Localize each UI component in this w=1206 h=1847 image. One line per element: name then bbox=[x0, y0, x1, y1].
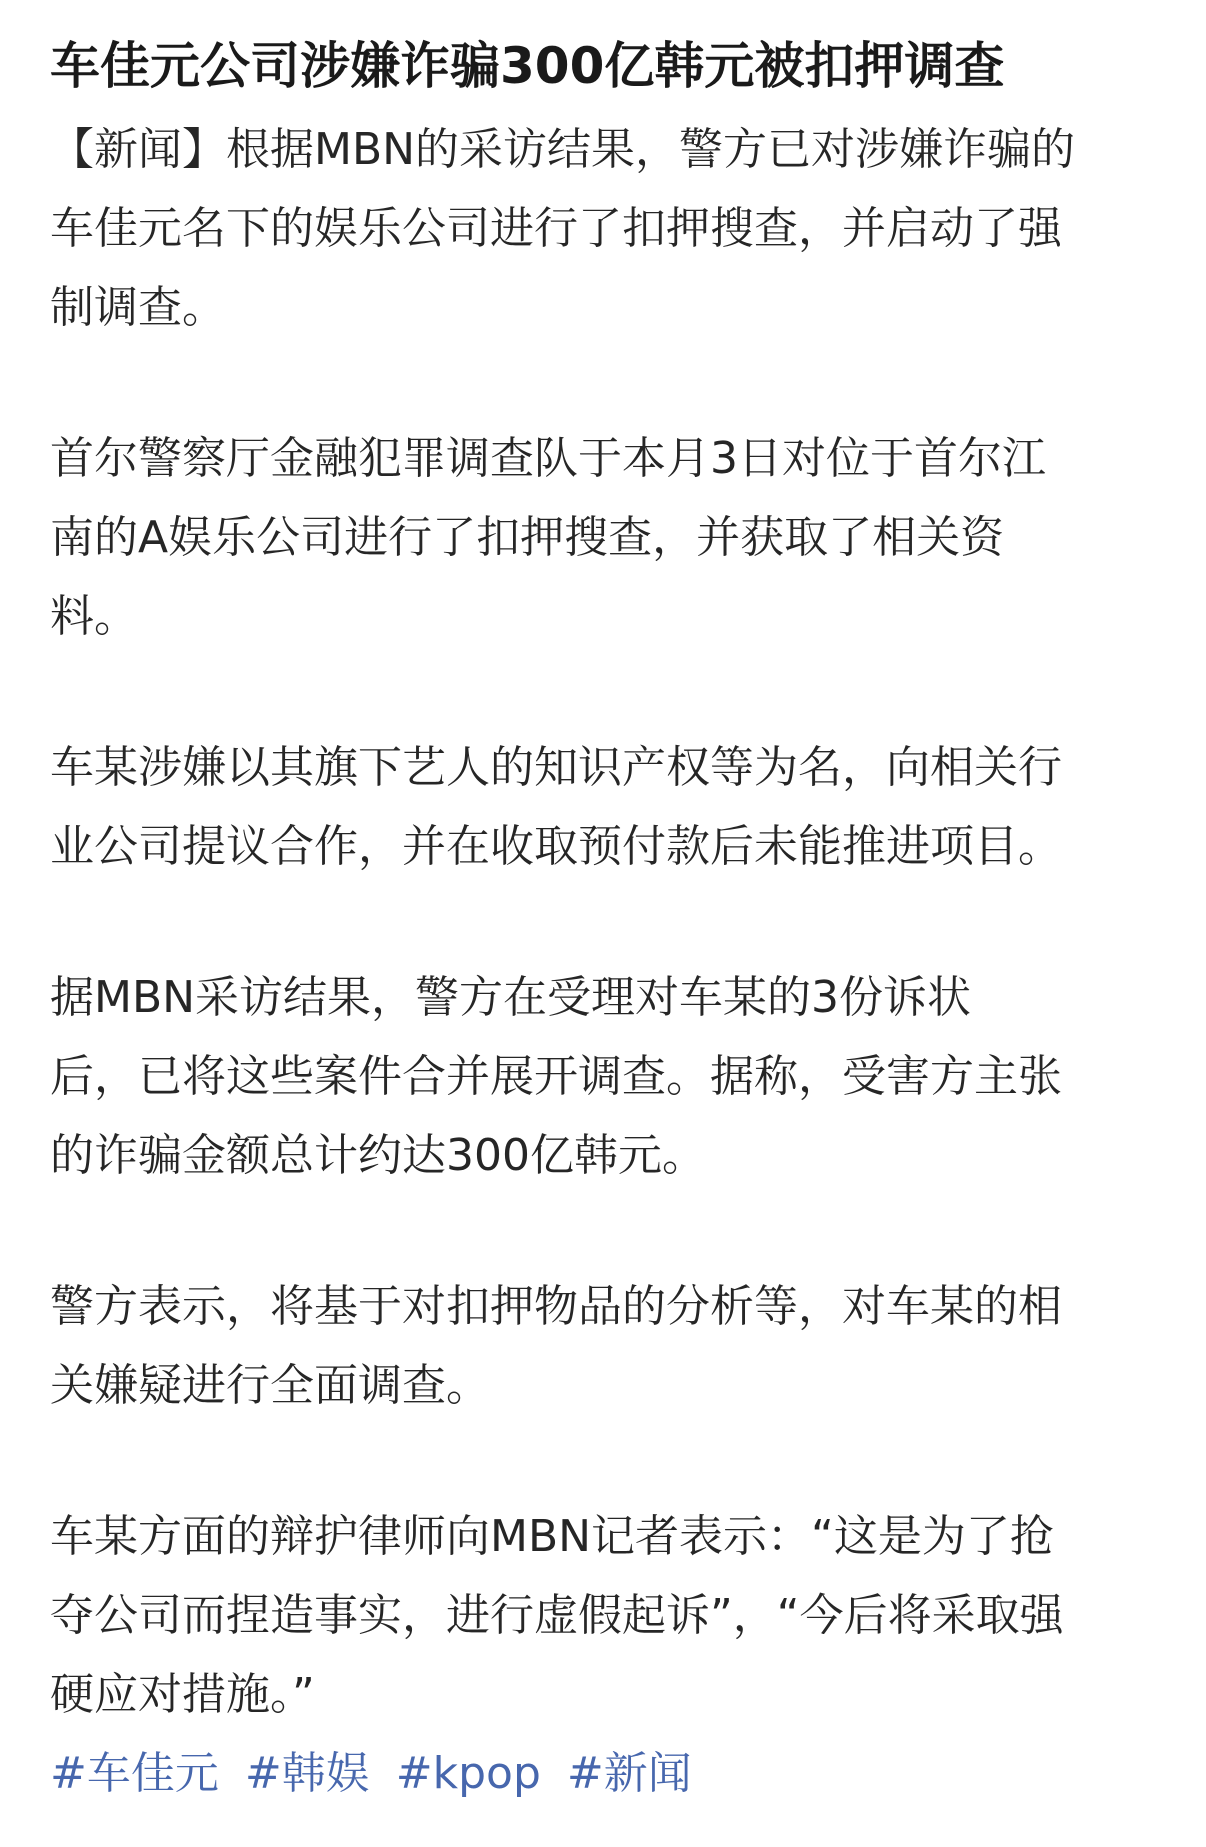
paragraph-line: 关嫌疑进行全面调查。 bbox=[50, 1360, 490, 1411]
paragraph-news-intro bbox=[50, 110, 1160, 347]
hashtag-link[interactable]: #车佳元 bbox=[50, 1748, 219, 1799]
paragraph-line: 车佳元名下的娱乐公司进行了扣押搜查，并启动了强 bbox=[50, 203, 1062, 254]
article-title: 车佳元公司涉嫌诈骗300亿韩元被扣押调查 bbox=[50, 37, 1005, 95]
paragraph-allegation bbox=[50, 728, 1160, 886]
hashtag-link[interactable]: #新闻 bbox=[566, 1748, 692, 1799]
hashtag-link[interactable]: #韩娱 bbox=[244, 1748, 370, 1799]
paragraph-line: 首尔警察厅金融犯罪调查队于本月3日对位于首尔江 bbox=[50, 433, 1046, 484]
paragraph-line: 南的A娱乐公司进行了扣押搜查，并获取了相关资 bbox=[50, 512, 1005, 563]
hashtag-link[interactable]: #kpop bbox=[395, 1748, 541, 1799]
paragraph-line: 料。 bbox=[50, 591, 138, 642]
paragraph-line: 据MBN采访结果，警方在受理对车某的3份诉状 bbox=[50, 972, 972, 1023]
paragraph-spacer bbox=[50, 1195, 1160, 1267]
paragraph-spacer bbox=[50, 347, 1160, 419]
paragraph-spacer bbox=[50, 886, 1160, 958]
paragraph-police-search bbox=[50, 419, 1160, 656]
paragraph-line: 业公司提议合作，并在收取预付款后未能推进项目。 bbox=[50, 821, 1062, 872]
paragraph-spacer bbox=[50, 1425, 1160, 1497]
paragraph-line: 硬应对措施。” bbox=[50, 1669, 315, 1720]
paragraph-line: 警方表示，将基于对扣押物品的分析等，对车某的相 bbox=[50, 1281, 1062, 1332]
paragraph-line: 制调查。 bbox=[50, 282, 226, 333]
paragraph-line: 车某方面的辩护律师向MBN记者表示：“这是为了抢 bbox=[50, 1511, 1054, 1562]
paragraph-spacer bbox=[50, 656, 1160, 728]
paragraph-line: 【新闻】根据MBN的采访结果，警方已对涉嫌诈骗的 bbox=[50, 124, 1076, 175]
paragraph-police-statement bbox=[50, 1267, 1160, 1425]
hashtag-list bbox=[50, 1734, 1160, 1813]
paragraph-line: 夺公司而捏造事实，进行虚假起诉”，“今后将采取强 bbox=[50, 1590, 1064, 1641]
paragraph-complaints bbox=[50, 958, 1160, 1195]
paragraph-lawyer-statement bbox=[50, 1497, 1160, 1734]
paragraph-line: 后，已将这些案件合并展开调查。据称，受害方主张 bbox=[50, 1051, 1062, 1102]
paragraph-line: 的诈骗金额总计约达300亿韩元。 bbox=[50, 1130, 706, 1181]
paragraph-line: 车某涉嫌以其旗下艺人的知识产权等为名，向相关行 bbox=[50, 742, 1062, 793]
